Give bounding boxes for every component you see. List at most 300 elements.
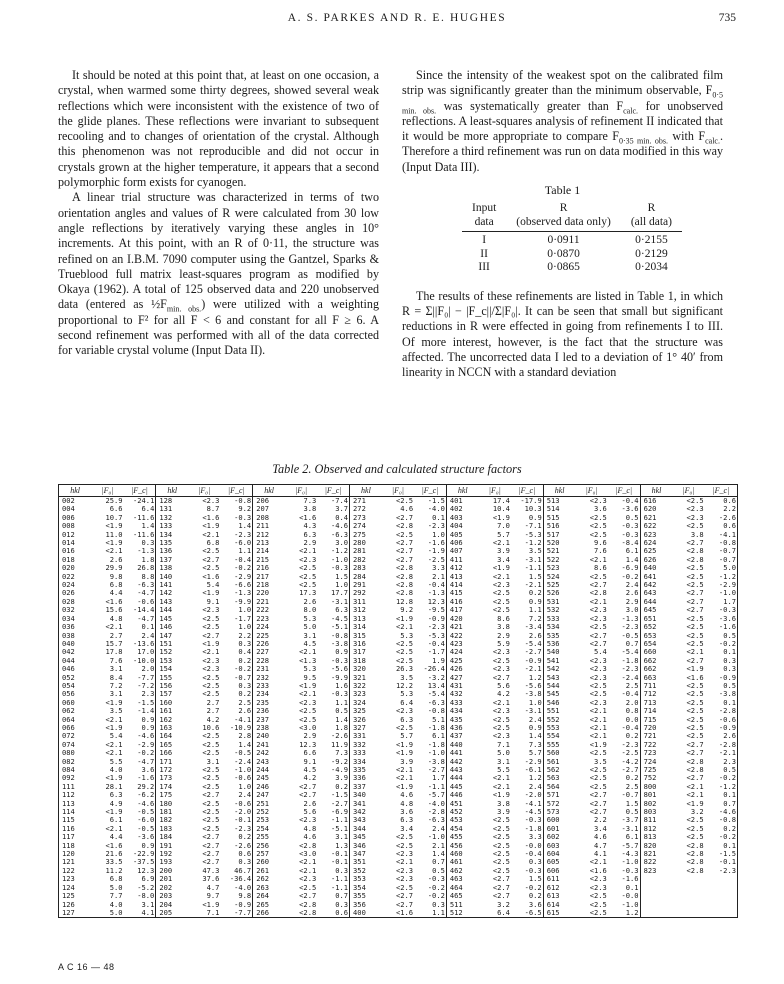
fcalc-cell: 2.1 <box>432 572 445 581</box>
table-row <box>59 606 737 614</box>
fobs-cell <box>672 892 704 900</box>
fcalc-cell: -2.3 <box>234 530 252 539</box>
fcalc-cell: -0.2 <box>427 883 445 892</box>
fcalc-cell: 0.7 <box>432 858 445 867</box>
fcalc-cell: 3.7 <box>335 505 349 514</box>
hkl-cell: 644 <box>640 598 672 606</box>
fobs-cell: 3.1 <box>497 757 510 766</box>
fcalc-cell: -0.4 <box>621 690 639 699</box>
fobs-cell: <2.1 <box>396 766 414 774</box>
fobs-cell: <1.6 <box>299 513 317 522</box>
fcalc-cell: -1.0 <box>621 858 639 867</box>
fcalc-cell: -1.0 <box>330 555 349 564</box>
hkl-cell: 263 <box>253 884 285 892</box>
hkl-cell: 531 <box>543 598 575 606</box>
hkl-cell: 325 <box>350 707 382 715</box>
fcalc-cell: 0.9 <box>141 715 155 724</box>
fcalc-cell: -6.0 <box>137 816 155 825</box>
hkl-cell: 253 <box>253 816 285 824</box>
fobs-cell: <2.1 <box>396 858 414 867</box>
hkl-cell: 621 <box>640 514 672 522</box>
fobs-cell: <2.1 <box>105 715 123 724</box>
fobs-cell: <2.5 <box>589 690 607 699</box>
fobs-cell: 2.7 <box>206 698 220 707</box>
hkl-cell: 052 <box>62 673 75 682</box>
fcalc-cell: -0.9 <box>427 614 445 623</box>
fcalc-cell: -4.7 <box>137 757 155 766</box>
hkl-cell: 341 <box>350 800 382 808</box>
table-row <box>59 640 737 648</box>
fobs-cell: <2.1 <box>589 723 607 732</box>
hkl-cell: 123 <box>62 875 75 884</box>
hkl-cell: 420 <box>446 615 478 623</box>
hkl-cell: 036 <box>62 623 75 632</box>
fcalc-cell: 0.1 <box>723 791 736 800</box>
table2-header: |F₀| <box>382 485 414 497</box>
hkl-cell: 553 <box>543 724 575 732</box>
hkl-cell: 334 <box>350 758 382 766</box>
fcalc-cell: -2.3 <box>427 623 445 632</box>
fobs-cell: 5.4 <box>593 648 607 657</box>
hkl-cell: 622 <box>640 522 672 530</box>
fcalc-cell: -26.4 <box>423 665 445 674</box>
fcalc-cell: 3.0 <box>625 606 639 615</box>
table1-caption: Table 1 <box>544 183 581 198</box>
fcalc-cell: 0.7 <box>335 892 349 901</box>
fcalc-cell: 0.2 <box>625 774 639 783</box>
fobs-cell: <2.3 <box>686 505 704 514</box>
fcalc-cell: -2.7 <box>427 766 445 774</box>
fobs-cell: 4.8 <box>303 824 317 833</box>
fcalc-cell: -2.1 <box>718 749 736 758</box>
fobs-cell: <2.3 <box>589 656 607 665</box>
fobs-cell: <2.3 <box>589 496 607 505</box>
fcalc-cell: -1.2 <box>330 547 349 556</box>
fobs-cell: <2.5 <box>202 564 220 573</box>
fcalc-cell: 0.5 <box>723 681 736 690</box>
table2-header: |F₀| <box>91 485 123 497</box>
hkl-cell: 223 <box>253 615 285 623</box>
hkl-cell: 216 <box>253 564 285 572</box>
fcalc-cell: 8.8 <box>141 572 155 581</box>
fcalc-cell: -3.1 <box>330 597 349 606</box>
hkl-cell: 262 <box>253 875 285 883</box>
fobs-cell: <1.6 <box>105 841 123 850</box>
hkl-cell: 062 <box>62 707 75 716</box>
fcalc-cell: 3.1 <box>335 833 349 842</box>
fcalc-cell: -10.0 <box>132 656 155 665</box>
fobs-cell: <2.5 <box>202 766 220 774</box>
fobs-cell: <2.1 <box>492 774 510 783</box>
fcalc-cell: -1.5 <box>718 850 736 859</box>
table-row <box>59 850 737 858</box>
hkl-cell: 137 <box>156 556 188 564</box>
hkl-cell: 066 <box>62 723 75 732</box>
fcalc-cell: -4.1 <box>524 799 542 808</box>
fobs-cell: <2.5 <box>686 572 704 581</box>
fcalc-cell: -1.0 <box>234 766 252 774</box>
fobs-cell: <2.5 <box>202 732 220 741</box>
fcalc-cell: 1.0 <box>432 530 445 539</box>
table-row <box>59 816 737 824</box>
fcalc-cell: -4.0 <box>427 799 445 808</box>
fcalc-cell: 0.4 <box>238 648 252 657</box>
fcalc-cell: 0.3 <box>432 900 445 909</box>
hkl-cell: 461 <box>446 858 478 866</box>
fobs-cell: <2.5 <box>589 766 607 774</box>
fcalc-cell: 0.3 <box>723 665 736 674</box>
fobs-cell: 4.6 <box>400 505 414 514</box>
fobs-cell: 4.5 <box>303 639 317 648</box>
fobs-cell: <2.3 <box>299 698 317 707</box>
hkl-cell: 352 <box>350 867 382 875</box>
hkl-cell: 122 <box>62 866 75 875</box>
fobs-cell: 12.8 <box>396 597 414 606</box>
hkl-cell: 251 <box>253 800 285 808</box>
fcalc-cell: -24.1 <box>132 496 155 505</box>
hkl-cell: 346 <box>350 842 382 850</box>
fcalc-cell: -2.9 <box>524 757 542 766</box>
hkl-cell: 264 <box>253 892 285 900</box>
hkl-cell: 056 <box>62 690 75 699</box>
hkl-cell: 611 <box>543 875 575 883</box>
hkl-cell: 162 <box>156 716 188 724</box>
table-row <box>59 699 737 707</box>
table-row <box>59 909 737 917</box>
fobs-cell: <2.5 <box>686 614 704 623</box>
hkl-cell: 006 <box>62 513 75 522</box>
fobs-cell: 8.6 <box>593 564 607 573</box>
table2-header: |F₀| <box>576 485 608 497</box>
fobs-cell: <2.5 <box>396 841 414 850</box>
hkl-cell: 414 <box>446 581 478 589</box>
fcalc-cell: 5.0 <box>723 564 736 573</box>
table-row <box>59 665 737 673</box>
hkl-cell: 514 <box>543 505 575 513</box>
hkl-cell: 212 <box>253 531 285 539</box>
fobs-cell: <2.5 <box>589 908 607 917</box>
fcalc-cell: 0.1 <box>141 623 155 632</box>
hkl-cell: 128 <box>156 497 188 506</box>
fobs-cell: <2.5 <box>396 656 414 665</box>
fcalc-cell: 0.9 <box>141 723 155 732</box>
fobs-cell: <1.9 <box>396 749 414 758</box>
fcalc-cell: -2.5 <box>621 749 639 758</box>
table-row <box>59 766 737 774</box>
fcalc-cell: -0.2 <box>137 749 155 758</box>
fcalc-cell: 0.2 <box>528 892 542 901</box>
fobs-cell: 5.5 <box>497 766 510 774</box>
fobs-cell: <2.7 <box>396 513 414 522</box>
table-row <box>59 690 737 698</box>
hkl-cell: 431 <box>446 682 478 690</box>
hkl-cell: 722 <box>640 741 672 749</box>
fobs-cell: 17.8 <box>105 648 123 657</box>
hkl-cell: 113 <box>62 799 75 808</box>
fcalc-cell: -0.3 <box>330 690 349 699</box>
fobs-cell: <2.1 <box>299 690 317 699</box>
hkl-cell: 012 <box>62 530 75 539</box>
fcalc-cell: 0.1 <box>723 841 736 850</box>
fobs-cell: <2.5 <box>686 698 704 707</box>
table-row <box>59 732 737 740</box>
fcalc-cell: -2.9 <box>718 581 736 590</box>
hkl-cell: 353 <box>350 875 382 883</box>
table-row <box>59 758 737 766</box>
hkl-cell: 221 <box>253 598 285 606</box>
fobs-cell: <2.3 <box>202 665 220 674</box>
fobs-cell: <1.9 <box>492 513 510 522</box>
hkl-cell: 802 <box>640 800 672 808</box>
fcalc-cell: -5.2 <box>137 883 155 892</box>
hkl-cell: 032 <box>62 606 75 615</box>
fobs-cell: 28.1 <box>105 782 123 791</box>
hkl-cell: 282 <box>350 556 382 564</box>
fcalc-cell: 1.6 <box>335 681 349 690</box>
running-head <box>58 12 736 30</box>
hkl-cell: 222 <box>253 606 285 614</box>
fcalc-cell: -1.8 <box>621 656 639 665</box>
left-column <box>58 68 379 359</box>
fcalc-cell: -1.2 <box>718 572 736 581</box>
fobs-cell: 2.9 <box>497 631 510 640</box>
fobs-cell: <2.5 <box>202 782 220 791</box>
fcalc-cell: -0.3 <box>427 875 445 884</box>
hkl-cell: 462 <box>446 867 478 875</box>
fcalc-cell: 2.6 <box>238 707 252 716</box>
fcalc-cell: -0.1 <box>718 858 736 867</box>
hkl-cell: 532 <box>543 606 575 614</box>
hkl-cell: 423 <box>446 640 478 648</box>
hkl-cell: 044 <box>62 656 75 665</box>
fcalc-cell: -5.6 <box>330 665 349 674</box>
fobs-cell: 9.1 <box>206 597 220 606</box>
table2-header: hkl <box>446 485 478 497</box>
hkl-cell: 342 <box>350 808 382 816</box>
fobs-cell: <2.3 <box>492 648 510 657</box>
hkl-cell: 183 <box>156 825 188 833</box>
fobs-cell: <2.5 <box>492 833 510 842</box>
fcalc-cell: 0.3 <box>238 639 252 648</box>
table2-header: |F_c| <box>317 485 349 497</box>
fcalc-cell: -4.6 <box>718 808 736 817</box>
fobs-cell: 5.3 <box>303 614 317 623</box>
fobs-cell: <2.3 <box>589 875 607 884</box>
fcalc-cell: -0.6 <box>234 799 252 808</box>
hkl-cell: 118 <box>62 841 75 850</box>
fobs-cell <box>672 875 704 883</box>
fcalc-cell: -0.4 <box>621 496 639 505</box>
fobs-cell: 6.3 <box>303 530 317 539</box>
fobs-cell: <2.3 <box>396 707 414 716</box>
table-row <box>59 564 737 572</box>
table2-header: |F_c| <box>220 485 252 497</box>
hkl-cell: 291 <box>350 581 382 589</box>
fcalc-cell: -1.2 <box>524 539 542 548</box>
fobs-cell: <2.7 <box>396 547 414 556</box>
fobs-cell: 5.0 <box>303 623 317 632</box>
fobs-cell: 4.7 <box>206 883 220 892</box>
fcalc-cell: -17.9 <box>520 496 542 505</box>
fcalc-cell: 0.6 <box>723 522 736 531</box>
fobs-cell: <2.1 <box>396 774 414 783</box>
fcalc-cell: 0.6 <box>723 496 736 505</box>
fcalc-cell: -0.6 <box>234 774 252 783</box>
hkl-cell: 411 <box>446 556 478 564</box>
hkl-cell: 203 <box>156 892 188 900</box>
fobs-cell: <2.5 <box>589 892 607 901</box>
fcalc-cell: -1.1 <box>427 782 445 791</box>
fobs-cell: 4.2 <box>497 690 510 699</box>
fobs-cell: <2.3 <box>396 850 414 859</box>
hkl-cell: 603 <box>543 842 575 850</box>
hkl-cell: 182 <box>156 816 188 824</box>
hkl-cell: 074 <box>62 740 75 749</box>
fcalc-cell: -9.9 <box>234 597 252 606</box>
fobs-cell: <2.8 <box>686 766 704 774</box>
hkl-cell: 121 <box>62 858 75 867</box>
fcalc-cell: -5.3 <box>524 530 542 539</box>
hkl-cell: 425 <box>446 657 478 665</box>
hkl-cell: 803 <box>640 808 672 816</box>
fobs-cell: 6.6 <box>303 749 317 758</box>
fcalc-cell: -9.5 <box>427 606 445 615</box>
table-row <box>59 884 737 892</box>
fobs-cell: <2.7 <box>686 606 704 615</box>
hkl-cell: 456 <box>446 842 478 850</box>
table2-header: |F₀| <box>188 485 220 497</box>
fcalc-cell: 0.3 <box>723 656 736 665</box>
fcalc-cell: 1.1 <box>528 606 542 615</box>
hkl-cell: 614 <box>543 901 575 909</box>
table-row <box>59 808 737 816</box>
table-row <box>59 623 737 631</box>
fobs-cell: <2.5 <box>202 681 220 690</box>
fcalc-cell: -1.8 <box>427 740 445 749</box>
fcalc-cell: 3.6 <box>141 766 155 774</box>
hkl-cell: 283 <box>350 564 382 572</box>
hkl-cell: 155 <box>156 674 188 682</box>
fcalc-cell: 2.8 <box>238 732 252 741</box>
hkl-cell: 546 <box>543 699 575 707</box>
hkl-cell: 136 <box>156 547 188 555</box>
fobs-cell: <2.5 <box>396 496 414 505</box>
hkl-cell: 404 <box>446 522 478 530</box>
hkl-cell: 163 <box>156 724 188 732</box>
fobs-cell: 5.0 <box>109 883 123 892</box>
fobs-cell: <2.5 <box>589 530 607 539</box>
fobs-cell: <2.3 <box>589 614 607 623</box>
fcalc-cell: 0.4 <box>335 513 349 522</box>
fobs-cell: <2.8 <box>686 757 704 766</box>
fcalc-cell: 9.8 <box>238 892 252 901</box>
fobs-cell: <2.5 <box>202 623 220 632</box>
hkl-cell: 326 <box>350 716 382 724</box>
fobs-cell: <2.8 <box>396 522 414 531</box>
hkl-cell: 227 <box>253 648 285 656</box>
hkl-cell: 247 <box>253 791 285 799</box>
fobs-cell: <2.5 <box>396 530 414 539</box>
fobs-cell: <2.1 <box>492 572 510 581</box>
fcalc-cell: -0.2 <box>524 883 542 892</box>
fobs-cell: <1.9 <box>202 639 220 648</box>
hkl-cell: 723 <box>640 749 672 757</box>
hkl-cell: 337 <box>350 783 382 791</box>
fobs-cell: <2.3 <box>396 875 414 884</box>
hkl-cell: 525 <box>543 581 575 589</box>
fobs-cell: <2.1 <box>492 539 510 548</box>
fcalc-cell: 2.4 <box>528 782 542 791</box>
table-row <box>59 774 737 782</box>
table-row <box>59 581 737 589</box>
fcalc-cell: -0.6 <box>718 715 736 724</box>
fobs-cell: 26.3 <box>396 665 414 674</box>
fobs-cell: 3.1 <box>109 690 123 699</box>
fcalc-cell: 10.3 <box>524 505 542 514</box>
fcalc-cell: 2.3 <box>141 690 155 699</box>
fobs-cell: <2.7 <box>396 900 414 909</box>
fobs-cell: <2.8 <box>396 581 414 590</box>
fobs-cell: <1.6 <box>105 597 123 606</box>
fobs-cell: <2.5 <box>202 740 220 749</box>
hkl-cell: 034 <box>62 614 75 623</box>
fobs-cell: 3.9 <box>497 547 510 556</box>
fcalc-cell <box>705 901 737 909</box>
fcalc-cell: -4.6 <box>137 732 155 741</box>
hkl-cell: 060 <box>62 698 75 707</box>
fobs-cell: <2.5 <box>589 681 607 690</box>
fobs-cell: <2.5 <box>396 833 414 842</box>
hkl-cell: 184 <box>156 833 188 841</box>
fcalc-cell: 0.2 <box>238 690 252 699</box>
fcalc-cell: -0.1 <box>330 850 349 859</box>
fobs-cell: 3.9 <box>497 808 510 817</box>
fcalc-cell: -4.3 <box>621 850 639 859</box>
fobs-cell: <2.8 <box>686 858 704 867</box>
fobs-cell: 6.3 <box>109 791 123 800</box>
fcalc-cell: -6.3 <box>427 698 445 707</box>
hkl-cell: 424 <box>446 648 478 656</box>
fcalc-cell: 0.5 <box>625 513 639 522</box>
fobs-cell: <1.9 <box>105 539 123 548</box>
fcalc-cell: -3.7 <box>621 816 639 825</box>
hkl-cell: 520 <box>543 539 575 547</box>
hkl-cell: 451 <box>446 800 478 808</box>
fobs-cell: <1.9 <box>202 900 220 909</box>
hkl-cell: 433 <box>446 699 478 707</box>
hkl-cell: 161 <box>156 707 188 715</box>
hkl-cell: 028 <box>62 597 75 606</box>
hkl-cell: 544 <box>543 682 575 690</box>
hkl-cell: 452 <box>446 808 478 816</box>
fobs-cell: 3.9 <box>400 757 414 766</box>
table-row <box>59 892 737 900</box>
fobs-cell: <2.1 <box>105 824 123 833</box>
fcalc-cell: 0.3 <box>238 858 252 867</box>
fcalc-cell: -5.7 <box>621 841 639 850</box>
fobs-cell: 47.3 <box>202 866 220 875</box>
fcalc-cell: 1.0 <box>528 698 542 707</box>
fcalc-cell: 1.2 <box>625 908 639 917</box>
fobs-cell: <2.3 <box>299 875 317 884</box>
fobs-cell: 3.4 <box>400 824 414 833</box>
fobs-cell: 3.5 <box>593 757 607 766</box>
table2-header: |F_c| <box>705 485 737 497</box>
hkl-cell: 143 <box>156 598 188 606</box>
fobs-cell: <1.9 <box>396 614 414 623</box>
hkl-cell: 407 <box>446 547 478 555</box>
fcalc-cell: 2.1 <box>432 841 445 850</box>
